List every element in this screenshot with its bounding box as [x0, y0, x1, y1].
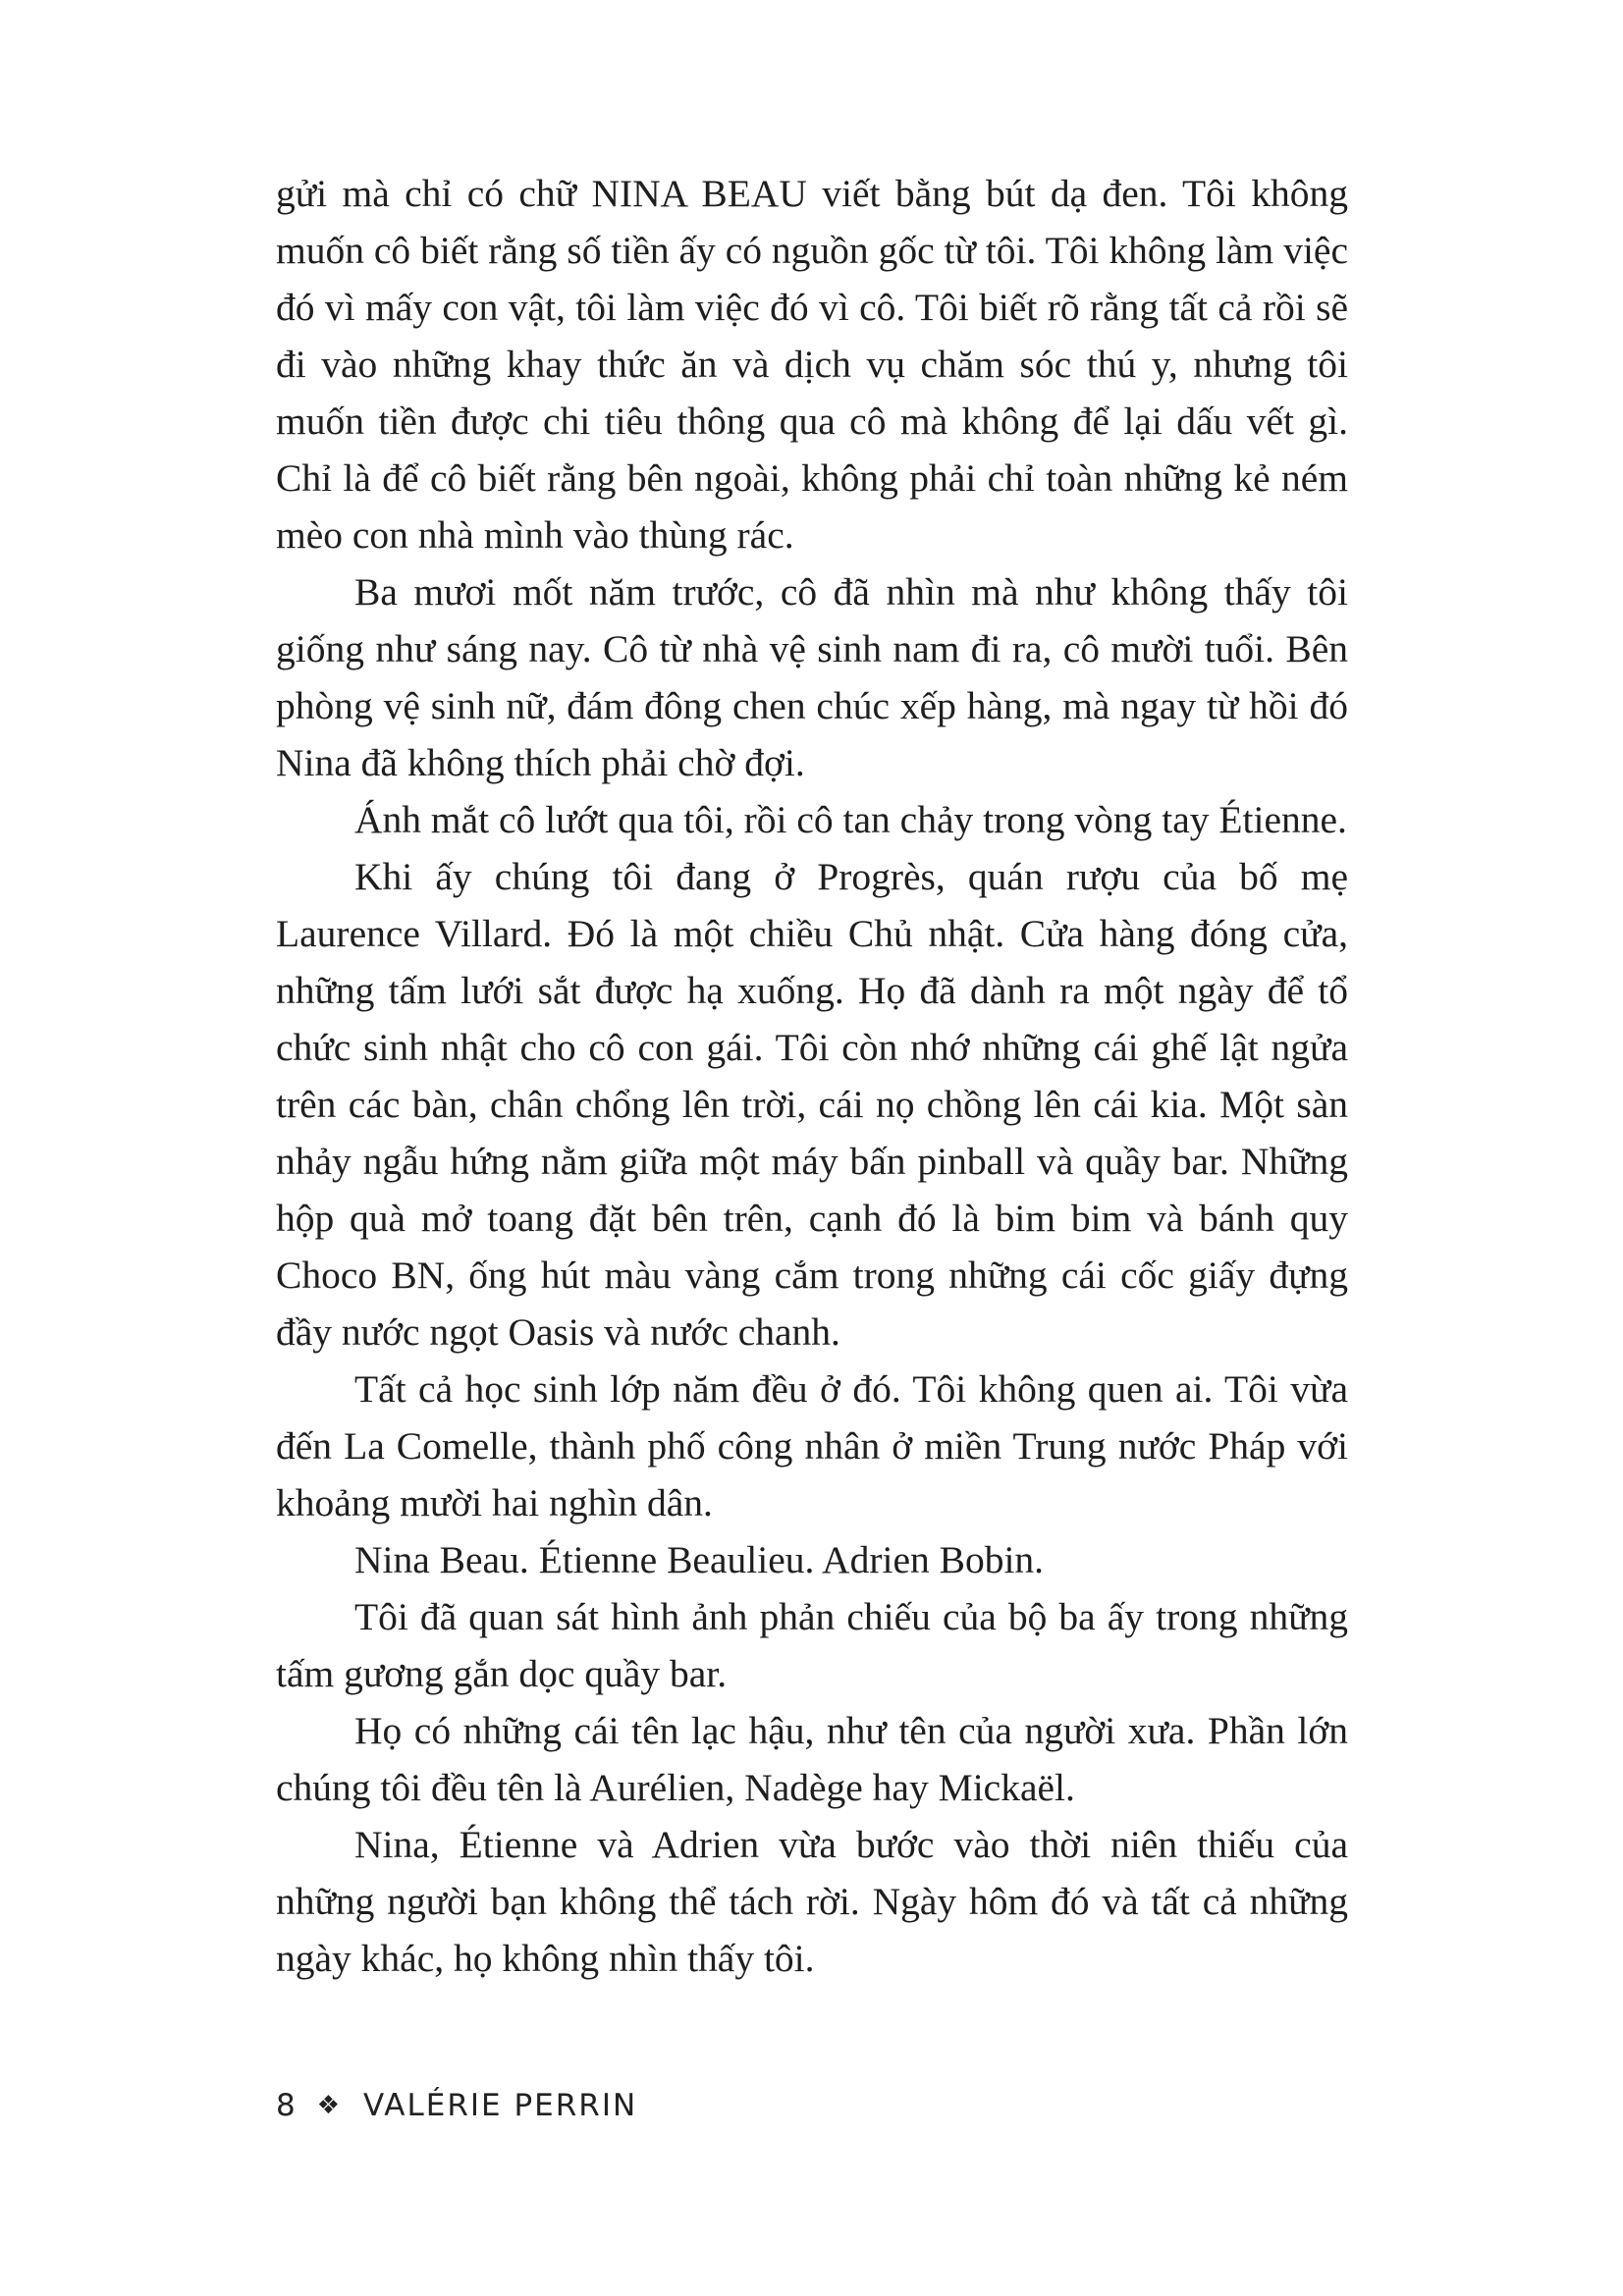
paragraph: Tôi đã quan sát hình ảnh phản chiếu của bộ ba ấy trong những tấm gương gắn dọc quầy bar.	[276, 1595, 1348, 1695]
paragraph-continued: gửi mà chỉ có chữ NINA BEAU viết bằng bút dạ đen. Tôi không muốn cô biết rằng số tiền ấy có nguồn gốc từ tôi. Tôi không làm việc đó vì mấy con vật, tôi làm việc đó vì cô. Tôi biết rõ rằng tất cả rồi sẽ đi vào những khay thức ăn và dịch vụ chăm sóc thú y, nhưng tôi muốn tiền được chi tiêu thông qua cô mà không để lại dấu vết gì. Chỉ là để cô biết rằng bên ngoài, không phải chỉ toàn những kẻ ném mèo con nhà mình vào thùng rác.	[276, 172, 1348, 557]
running-author: VALÉRIE PERRIN	[363, 2088, 638, 2123]
paragraph: Ba mươi mốt năm trước, cô đã nhìn mà như không thấy tôi giống như sáng nay. Cô từ nhà vệ sinh nam đi ra, cô mười tuổi. Bên phòng vệ sinh nữ, đám đông chen chúc xếp hàng, mà ngay từ hồi đó Nina đã không thích phải chờ đợi.	[276, 570, 1348, 784]
paragraph: Ánh mắt cô lướt qua tôi, rồi cô tan chảy trong vòng tay Étienne.	[354, 798, 1347, 841]
page-number: 8	[276, 2088, 298, 2123]
page-footer	[276, 2081, 637, 2130]
paragraph: Nina, Étienne và Adrien vừa bước vào thời niên thiếu của những người bạn không thể tách rời. Ngày hôm đó và tất cả những ngày khác, họ không nhìn thấy tôi.	[276, 1823, 1348, 1980]
paragraph: Khi ấy chúng tôi đang ở Progrès, quán rượu của bố mẹ Laurence Villard. Đó là một chiều Chủ nhật. Cửa hàng đóng cửa, những tấm lưới sắt được hạ xuống. Họ đã dành ra một ngày để tổ chức sinh nhật cho cô con gái. Tôi còn nhớ những cái ghế lật ngửa trên các bàn, chân chổng lên trời, cái nọ chồng lên cái kia. Một sàn nhảy ngẫu hứng nằm giữa một máy bấn pinball và quầy bar. Những hộp quà mở toang đặt bên trên, cạnh đó là bim bim và bánh quy Choco BN, ống hút màu vàng cắm trong những cái cốc giấy đựng đầy nước ngọt Oasis và nước chanh.	[276, 855, 1348, 1354]
paragraph: Tất cả học sinh lớp năm đều ở đó. Tôi không quen ai. Tôi vừa đến La Comelle, thành phố công nhân ở miền Trung nước Pháp với khoảng mười hai nghìn dân.	[276, 1367, 1348, 1524]
ornament-icon: ❖	[316, 2091, 343, 2120]
body-text	[276, 165, 1348, 1987]
paragraph: Nina Beau. Étienne Beaulieu. Adrien Bobin.	[354, 1538, 1045, 1581]
paragraph: Họ có những cái tên lạc hậu, như tên của người xưa. Phần lớn chúng tôi đều tên là Aurélien, Nadège hay Mickaël.	[276, 1709, 1348, 1809]
